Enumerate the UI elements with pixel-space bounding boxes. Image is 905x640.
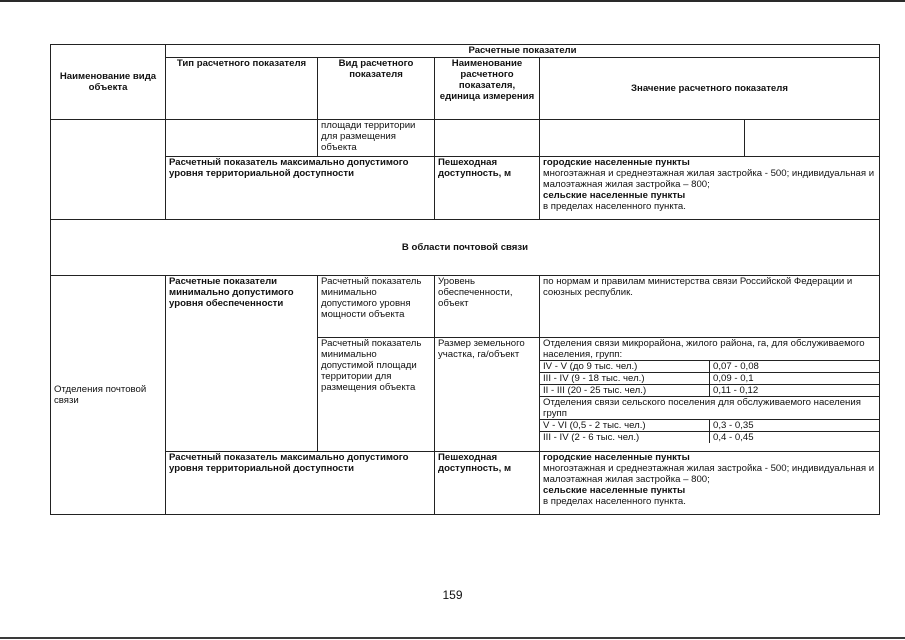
micro-heading: Отделения связи микрорайона, жилого района, га, для обслуживаемого населения, групп: [543,338,865,360]
table-row [540,361,879,373]
urban-heading: городские населенные пункты [543,157,690,168]
table-header-row [51,45,880,58]
table-row [51,120,880,157]
kind-cell: площади территории для размещения объекта [318,120,435,157]
min-type-cell: Расчетные показатели минимально допустимого уровня обеспеченности [166,276,318,452]
bottom-border-line [0,637,905,639]
access-value-cell [540,157,880,220]
rural-text: в пределах населенного пункта. [543,496,686,507]
indicators-group-header: Расчетные показатели [166,45,880,58]
rural-text: в пределах населенного пункта. [543,201,686,212]
urban-text: многоэтажная и среднеэтажная жилая застройка - 500; индивидуальная и малоэтажная жилая застройка – 800; [543,168,875,190]
table-row [51,452,880,515]
page-number: 159 [442,588,463,602]
access-type-cell: Расчетный показатель максимально допустимого уровня территориальной доступности [166,157,435,220]
table-row [540,432,879,444]
value-cell: по нормам и правилам министерства связи Российской Федерации и союзных республик. [540,276,880,338]
name-cell: Размер земельного участка, га/объект [435,338,540,452]
area-value-cell: 0,09 - 0,1 [710,373,880,385]
object-type-header: Наименование вида объекта [51,45,166,120]
table-row [540,385,879,397]
access-name-cell: Пешеходная доступность, м [435,452,540,515]
table-row [540,373,879,385]
group-cell: V - VI (0,5 - 2 тыс. чел.) [540,420,710,432]
table-row [51,157,880,220]
indicator-name-header: Наименование расчетного показателя, единица измерения [435,58,540,120]
area-value-cell: 0,07 - 0,08 [710,361,880,373]
land-size-table [540,338,879,443]
kind-cell: Расчетный показатель минимально допустимого уровня мощности объекта [318,276,435,338]
table-subheader-row [51,58,880,120]
table-row [51,276,880,338]
indicator-value-header: Значение расчетного показателя [540,58,880,120]
area-value-cell: 0,11 - 0,12 [710,385,880,397]
rural-heading: сельские населенные пункты [543,190,686,201]
land-size-cell [540,338,880,452]
indicator-kind-header: Вид расчетного показателя [318,58,435,120]
section-row [51,220,880,276]
empty-cell [166,120,318,157]
group-cell: II - III (20 - 25 тыс. чел.) [540,385,710,397]
rural-postal-heading: Отделения связи сельского поселения для обслуживаемого населения групп [540,397,879,420]
group-cell: III - IV (2 - 6 тыс. чел.) [540,432,710,444]
access-name-cell: Пешеходная доступность, м [435,157,540,220]
empty-cell [51,120,166,220]
access-type-cell: Расчетный показатель максимально допустимого уровня территориальной доступности [166,452,435,515]
section-title: В области почтовой связи [51,220,880,276]
object-name-cell: Отделения почтовой связи [51,276,166,515]
urban-text: многоэтажная и среднеэтажная жилая застройка - 500; индивидуальная и малоэтажная жилая застройка – 800; [543,463,875,485]
empty-cell [540,120,745,157]
empty-cell [745,120,880,157]
rural-heading: сельские населенные пункты [543,485,686,496]
group-cell: IV - V (до 9 тыс. чел.) [540,361,710,373]
urban-heading: городские населенные пункты [543,452,690,463]
area-value-cell: 0,4 - 0,45 [710,432,880,444]
access-value-cell [540,452,880,515]
name-cell: Уровень обеспеченности, объект [435,276,540,338]
kind-cell: Расчетный показатель минимально допустимой площади территории для размещения объекта [318,338,435,452]
empty-cell [435,120,540,157]
area-value-cell: 0,3 - 0,35 [710,420,880,432]
group-cell: III - IV (9 - 18 тыс. чел.) [540,373,710,385]
indicators-table [50,44,880,515]
top-border-line [0,0,905,2]
table-row [540,420,879,432]
indicator-type-header: Тип расчетного показателя [166,58,318,120]
